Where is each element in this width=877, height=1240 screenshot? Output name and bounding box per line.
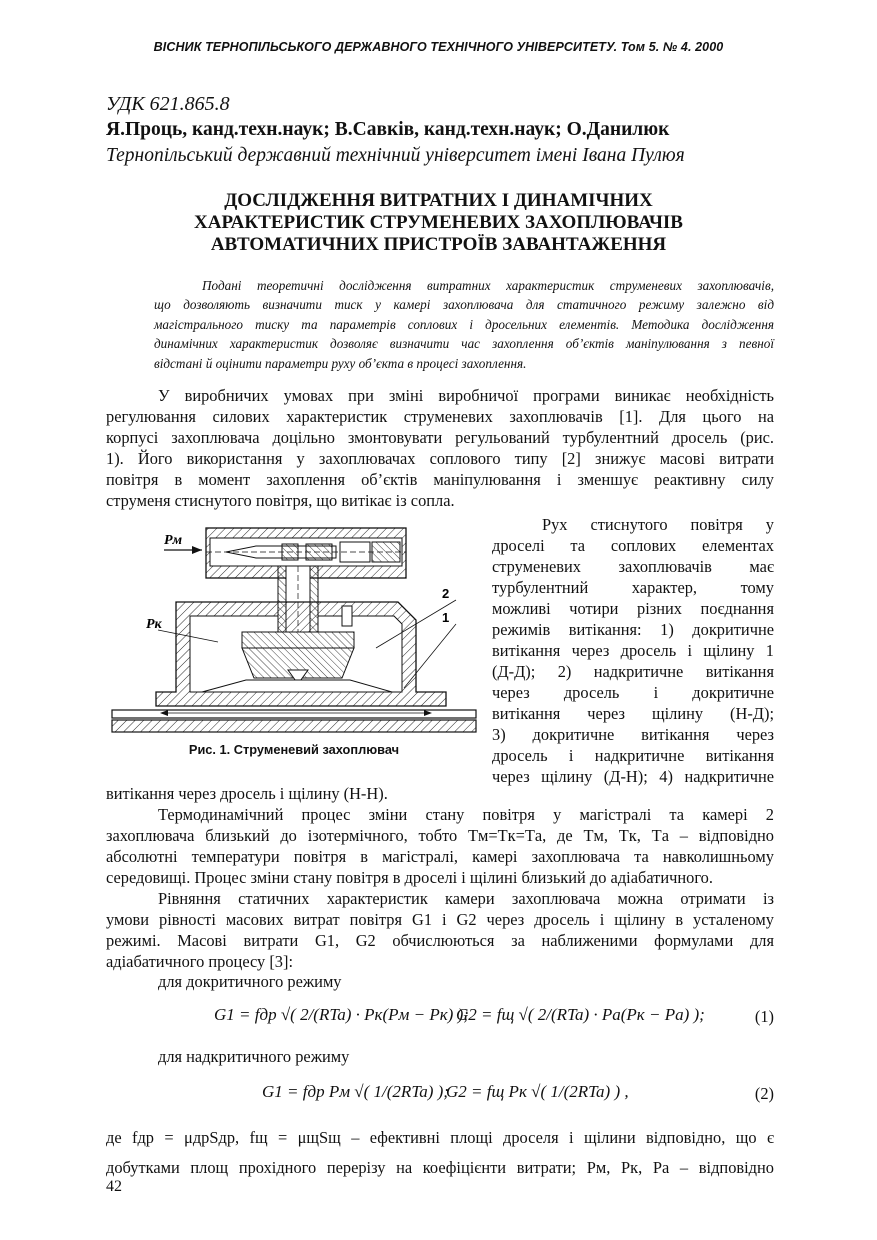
equation-number-1: (1)	[754, 1007, 774, 1026]
label-pk: Pк	[146, 617, 162, 632]
affiliation: Тернопільський державний технічний університет імені Івана Пулюя	[106, 145, 685, 166]
abstract	[154, 276, 774, 373]
text-line: повітря в момент захоплення об’єктів маніпулювання і зменшує реактивну силу	[106, 470, 774, 489]
right-column-text	[492, 514, 774, 787]
abstract-line: Подані теоретичні дослідження витратних характеристик струменевих захоплювачів,	[202, 278, 774, 293]
abstract-line: відстані й оцінити параметри руху об’єкта в процесі захоплення.	[154, 355, 527, 371]
title-line: ХАРАКТЕРИСТИК СТРУМЕНЕВИХ ЗАХОПЛЮВАЧІВ	[194, 212, 683, 233]
paragraph-definitions	[106, 1123, 774, 1183]
text-line: умови рівності масових витрат повітря G1 і G2 через дросель і щілину в усталеному	[106, 910, 774, 929]
text-line: адіабатичного процесу [3]:	[106, 952, 294, 971]
text-line: де fдр = μдрSдр, fщ = μщSщ – ефективні площі дроселя і щілини відповідно, що є	[106, 1128, 774, 1147]
page-number: 42	[106, 1178, 122, 1195]
paper-title	[0, 190, 877, 256]
text-line: витікання через щілину (Н-Д);	[492, 704, 774, 723]
label-subcritical: для докритичного режиму	[158, 972, 342, 991]
text-line: через дросель і докритичне	[492, 683, 774, 702]
text-line: захоплювача близький до ізотермічного, тобто Tм=Tк=Tа, де Tм, Tк, Tа – відповідно	[106, 826, 774, 845]
text-line: через щілину (Д-Н); 4) надкритичне	[492, 767, 774, 786]
paragraph-intro	[106, 385, 774, 511]
paragraph-thermo	[106, 783, 774, 972]
udk-code: УДК 621.865.8	[106, 93, 230, 115]
label-1: 1	[442, 610, 450, 625]
journal-header: ВІСНИК ТЕРНОПІЛЬСЬКОГО ДЕРЖАВНОГО ТЕХНІЧНОГО УНІВЕРСИТЕТУ. Том 5. № 4. 2000	[153, 40, 724, 54]
text-line: Рівняння статичних характеристик камери захоплювача можна отримати із	[158, 889, 774, 908]
abstract-line: що дозволяють визначити тиск у камері захоплювача для статичного режиму залежно від	[154, 297, 774, 313]
figure-caption: Рис. 1. Струменевий захоплювач	[188, 742, 400, 757]
label-supercritical: для надкритичного режиму	[158, 1047, 350, 1066]
equation-number-2: (2)	[754, 1084, 774, 1103]
text-line: корпусі захоплювача доцільно змонтовувати регульований турбулентний дросель (рис.	[106, 428, 774, 447]
text-line: Термодинамічний процес зміни стану повітря у магістралі та камері 2	[158, 805, 774, 824]
text-line: режимів витікання: 1) докритичне	[492, 620, 774, 639]
gripper-figure	[106, 520, 486, 735]
text-line: регулювання силових характеристик струменевих захоплювачів [1]. Для цього на	[106, 407, 774, 426]
title-line: АВТОМАТИЧНИХ ПРИСТРОЇВ ЗАВАНТАЖЕННЯ	[210, 234, 667, 255]
text-line: режимі. Масові витрати G1, G2 обчислюються за наближеними формулами для	[106, 931, 774, 950]
equation-g2-subcritical: G2 = fщ √( 2/(RTa) · Pа(Pк − Pа) );	[456, 1005, 705, 1024]
text-line: можливі чотири різних поєднання	[492, 599, 774, 618]
equation-g2-supercritical: G2 = fщ Pк √( 1/(2RTa) ) ,	[446, 1082, 629, 1101]
text-line: (Д-Д); 2) надкритичне витікання	[492, 662, 774, 681]
text-line: дросель і надкритичне витікання	[492, 746, 774, 765]
equation-g1-supercritical: G1 = fдр Pм √( 1/(2RTa) );	[262, 1082, 449, 1101]
text-line: середовищі. Процес зміни стану повітря в дроселі і щілині близький до адіабатичного.	[106, 868, 713, 887]
label-2: 2	[442, 586, 450, 601]
abstract-line: динамічних характеристик дозволяє визначити час захоплення об’єктів маніпулювання з певної	[154, 336, 774, 352]
authors: Я.Проць, канд.техн.наук; В.Савків, канд.техн.наук; О.Данилюк	[106, 119, 670, 140]
text-line: дроселі та соплових елементах	[492, 536, 774, 555]
abstract-line: магістрального тиску та параметрів соплових і дросельних елементів. Методика дослідження	[154, 316, 774, 332]
text-line: витікання через дросель і щілину 1	[492, 641, 774, 660]
title-line: ДОСЛІДЖЕННЯ ВИТРАТНИХ І ДИНАМІЧНИХ	[224, 190, 653, 211]
text-line: абсолютні температури повітря в магістралі, камері захоплювача та навколишньому	[106, 847, 774, 866]
text-line: турбулентний характер, тому	[492, 578, 774, 597]
text-line: струменя стиснутого повітря, що витікає із сопла.	[106, 491, 455, 510]
text-line: добутками площ прохідного перерізу на коефіцієнти витрати; Pм, Pк, Pа – відповідно	[106, 1158, 774, 1177]
equation-g1-subcritical: G1 = fдр √( 2/(RTa) · Pк(Pм − Pк) );	[214, 1005, 469, 1024]
text-line: 3) докритичне витікання через	[492, 725, 774, 744]
text-line: струменевих захоплювачів має	[492, 557, 774, 576]
text-line: Рух стиснутого повітря у	[542, 515, 774, 534]
label-pm: Pм	[164, 533, 183, 548]
text-line: У виробничих умовах при зміні виробничої програми виникає необхідність	[158, 386, 774, 405]
text-line: 1). Його використання у захоплювачах соплового типу [2] знижує масові витрати	[106, 449, 774, 468]
text-line: витікання через дросель і щілину (Н-Н).	[106, 784, 388, 803]
